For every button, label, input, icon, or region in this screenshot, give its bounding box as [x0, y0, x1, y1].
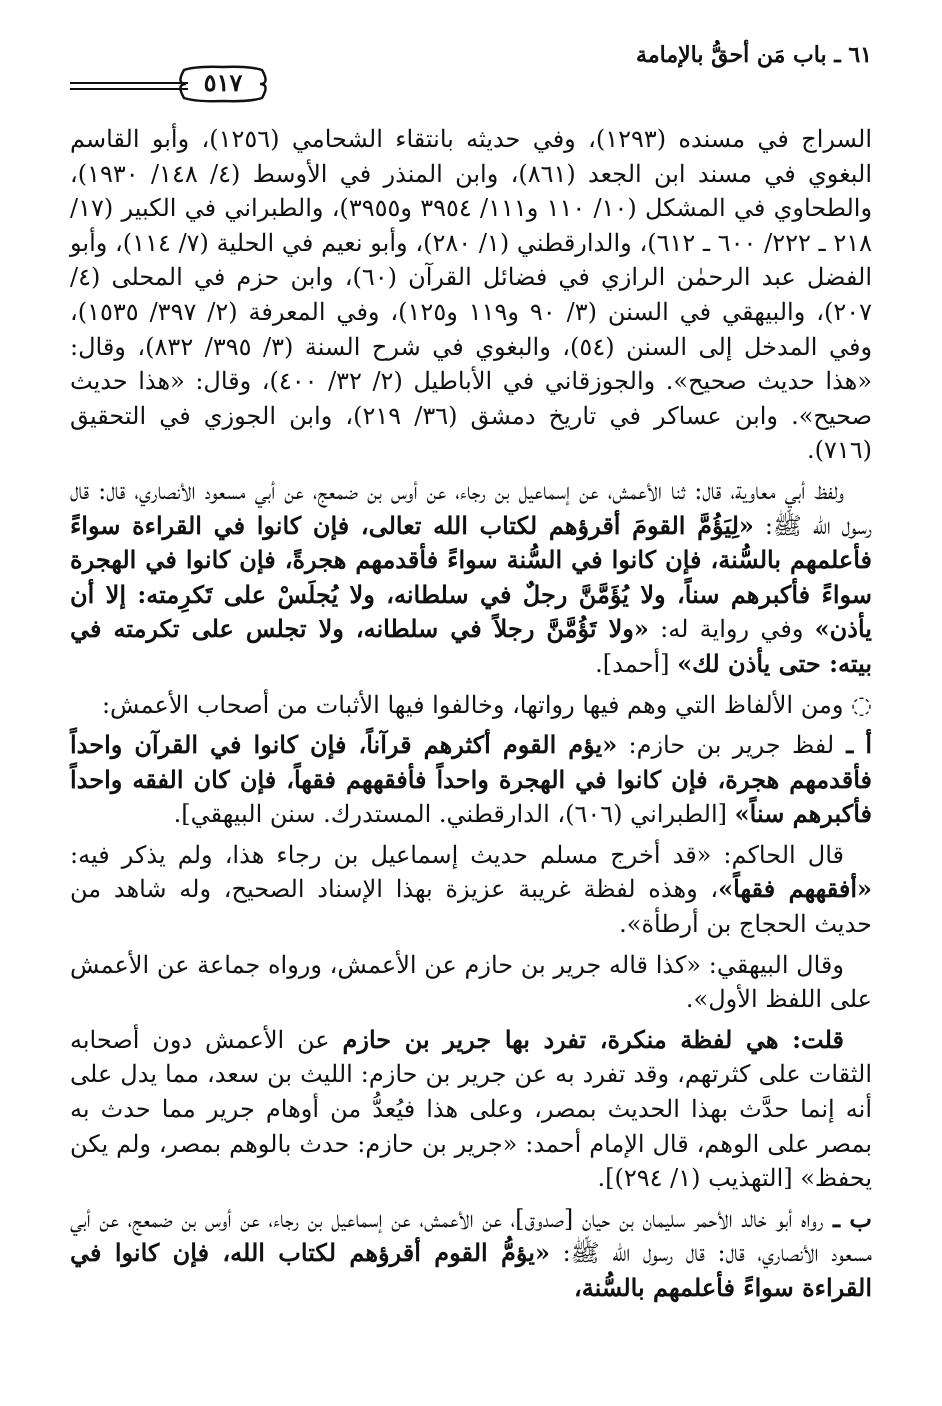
text-segment: ، وهذه لفظة غريبة عزيزة بهذا الإسناد الصحيح، وله شاهد من حديث الحجاج بن أرطأة».	[70, 875, 872, 939]
text-segment: وفي رواية له:	[648, 615, 815, 644]
paragraph-p2	[70, 474, 872, 682]
page-number: ٥١٧	[203, 67, 243, 97]
running-title: ٦١ ـ باب مَن أحقُّ بالإمامة	[636, 42, 872, 68]
page-number-ornament	[70, 64, 270, 102]
text-segment: قال الحاكم: «قد أخرج مسلم حديث إسماعيل بن رجاء هذا، ولم يذكر فيه:	[70, 840, 844, 869]
bold-segment: «يؤمُّ القوم أقرؤهم لكتاب الله، فإن كانوا في القراءة سواءً فأعلمهم بالسُّنة،	[70, 1238, 872, 1302]
bold-segment: «يؤم القوم أكثرهم قرآناً، فإن كانوا في القرآن واحداً فأقدمهم هجرة، فإن كانوا في الهجرة واحداً فأفقههم فقهاً، فإن كان الفقه واحداً فأكبرهم سناً»	[70, 730, 872, 829]
paragraph-p3	[70, 688, 872, 723]
page-header	[70, 38, 872, 98]
text-segment: وقال البيهقي: «كذا قاله جرير بن حازم عن الأعمش، ورواه جماعة عن الأعمش على اللفظ الأول».	[70, 950, 872, 1014]
text-segment: رواه أبو خالد الأحمر سليمان بن حيان [صدوق]، عن الأعمش، عن إسماعيل بن رجاء، عن أوس بن ضمعج، عن أبي مسعود الأنصاري، قال: قال رسول الله ﷺ:	[70, 1204, 873, 1268]
text-segment: ولفظ أبي معاوية، قال: ثنا الأعمش، عن إسماعيل بن رجاء، عن أوس بن ضمعج، عن أبي مسعود الأنصاري، قال: قال رسول الله ﷺ:	[70, 476, 872, 540]
paragraph-p5	[70, 838, 872, 942]
bold-segment: «أفقههم فقهاً»	[718, 874, 872, 904]
paragraph-p1	[70, 122, 872, 468]
bold-segment: أ ـ	[834, 730, 872, 760]
bold-segment: ب ـ	[823, 1203, 873, 1233]
paragraph-p4	[70, 728, 872, 832]
ornament-rule	[70, 82, 188, 84]
paragraph-p8	[70, 1202, 872, 1306]
paragraph-p7	[70, 1023, 872, 1196]
bold-segment: قلت: هي لفظة منكرة، تفرد بها جرير بن حازم	[342, 1024, 844, 1054]
text-segment: السراج في مسنده (١٢٩٣)، وفي حديثه بانتقاء الشحامي (١٢٥٦)، وأبو القاسم البغوي في مسند ابن الجعد (٨٦١)، وابن المنذر في الأوسط (٤/ ١٤٨/ ١٩٣٠)، والطحاوي في المشكل (١٠/ ١١٠ و١١١/ ٣٩٥٤ و٣٩٥٥)، والطبراني في الكبير (١٧/ ٢١٨ ـ ٢٢٢/ ٦٠٠ ـ ٦١٢)، والدارقطني (١/ ٢٨٠)، وأبو نعيم في الحلية (٧/ ١١٤)، وأبو الفضل عبد الرحمٰن الرازي في فضائل القرآن (٦٠)، وابن حزم في المحلى (٤/ ٢٠٧)، والبيهقي في السنن (٣/ ٩٠ و١١٩ و١٢٥)، وفي المعرفة (٢/ ٣٩٧/ ١٥٣٥)، وفي المدخل إلى السنن (٥٤)، والبغوي في شرح السنة (٣/ ٣٩٥/ ٨٣٢)، وقال: «هذا حديث صحيح». والجوزقاني في الأباطيل (٢/ ٣٢/ ٤٠٠)، وقال: «هذا حديث صحيح». وابن عساكر في تاريخ دمشق (٣٦/ ٢١٩)، وابن الجوزي في التحقيق (٧١٦).	[70, 125, 873, 465]
text-segment: [أحمد].	[595, 649, 678, 678]
text-segment: عن الأعمش دون أصحابه الثقات على كثرتهم، وقد تفرد به عن جرير بن حازم: الليث بن سعد، مما يدل على أنه إنما حدَّث بهذا الحديث بمصر، وعلى هذا فيُعدُّ من أوهام جرير مما حدث به بمصر على الوهم، قال الإمام أحمد: «جرير بن حازم: حدث بالوهم بمصر، ولم يكن يحفظ» [التهذيب (١/ ٢٩٤)].	[70, 1025, 872, 1193]
bold-segment: «ولا تَؤُمَّنَّ رجلاً في سلطانه، ولا تجلس على تكرمته في بيته: حتى يأذن لك»	[70, 614, 872, 678]
main-text	[70, 122, 872, 1312]
text-segment: ◌ ومن الألفاظ التي وهم فيها رواتها، وخالفوا فيها الأثبات من أصحاب الأعمش:	[101, 690, 872, 719]
ornament-rule	[70, 88, 188, 90]
paragraph-p6	[70, 948, 872, 1017]
text-segment: لفظ جرير بن حازم:	[617, 731, 835, 760]
text-segment: [الطبراني (٦٠٦)، الدارقطني. المستدرك. سنن البيهقي].	[173, 800, 735, 829]
bold-segment: «لِيَؤُمَّ القومَ أقرؤهم لكتاب الله تعالى، فإن كانوا في القراءة سواءً فأعلمهم بالسُّنة، فإن كانوا في السُّنة سواءً فأقدمهم هجرةً، فإن كانوا في الهجرة سواءً فأكبرهم سناً، ولا يُؤَمَّنَّ رجلٌ في سلطانه، ولا يُجلَسْ على تَكرِمته: إلا أن يأذن»	[70, 510, 872, 644]
